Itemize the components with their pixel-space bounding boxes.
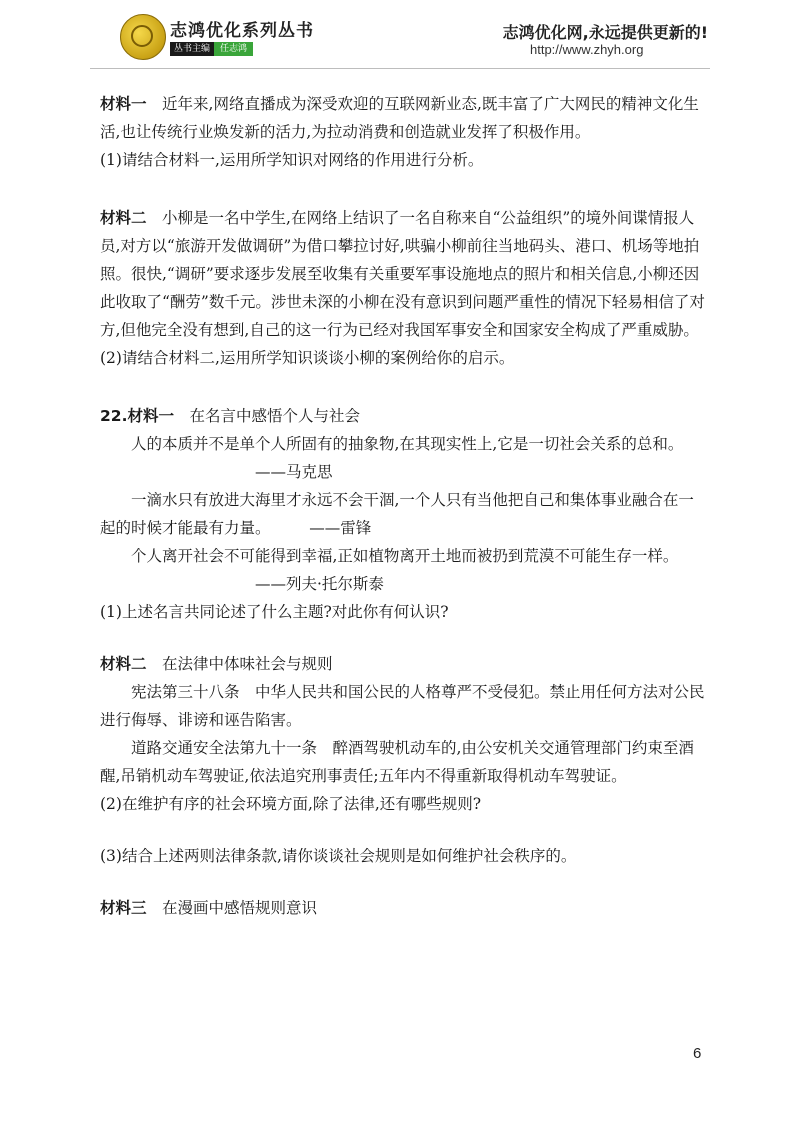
q22-m1-label: 材料一 — [127, 407, 174, 425]
q22-m3-heading — [100, 894, 705, 922]
q22-m2-heading — [100, 650, 705, 678]
editor-name: 任志鸿 — [214, 42, 253, 56]
page-header — [0, 0, 800, 78]
material2-question: (2)请结合材料二,运用所学知识谈谈小柳的案例给你的启示。 — [100, 349, 515, 367]
page-number: 6 — [693, 1045, 702, 1062]
material2-text: 小柳是一名中学生,在网络上结识了一名自称来自“公益组织”的境外间谍情报人员,对方以“旅游开发做调研”为借口攀拉讨好,哄骗小柳前往当地码头、港口、机场等地拍照。很快,“调研”要求逐步发展至收集有关重要军事设施地点的照片和相关信息,小柳还因此收取了“酬劳”数千元。涉世未深的小柳在没有意识到问题严重性的情况下轻易相信了对方,但他完全没有想到,自己的这一行为已经对我国军事安全和国家安全构成了严重威胁。 — [100, 209, 705, 339]
site-slogan: 志鸿优化网,永远提供更新的! — [502, 23, 708, 42]
quote-tolstoy: 个人离开社会不可能得到幸福,正如植物离开土地而被扔到荒漠不可能生存一样。 — [131, 547, 679, 565]
document-body — [100, 90, 705, 922]
editor-label: 丛书主编 — [170, 42, 214, 56]
q22-m2-title: 在法律中体味社会与规则 — [162, 655, 333, 673]
q22-heading — [100, 402, 705, 430]
site-url: http://www.zhyh.org — [530, 42, 644, 57]
q22-m3-title: 在漫画中感悟规则意识 — [162, 899, 318, 917]
q22-number: 22. — [100, 407, 128, 425]
material1-label: 材料一 — [100, 95, 147, 113]
q22-m2-label: 材料二 — [100, 655, 147, 673]
header-divider — [90, 68, 710, 69]
law-constitution-38: 宪法第三十八条 中华人民共和国公民的人格尊严不受侵犯。禁止用任何方法对公民进行侮辱、诽谤和诬告陷害。 — [100, 683, 705, 729]
material1-question: (1)请结合材料一,运用所学知识对网络的作用进行分析。 — [100, 151, 484, 169]
material1-text: 近年来,网络直播成为深受欢迎的互联网新业态,既丰富了广大网民的精神文化生活,也让传统行业焕发新的活力,为拉动消费和创造就业发挥了积极作用。 — [100, 95, 699, 141]
series-logo-icon — [120, 14, 166, 60]
q22-question3: (3)结合上述两则法律条款,请你谈谈社会规则是如何维护社会秩序的。 — [100, 847, 577, 865]
material2-paragraph — [100, 204, 705, 344]
q22-m3-label: 材料三 — [100, 899, 147, 917]
material1-paragraph — [100, 90, 705, 146]
series-title: 志鸿优化系列丛书 — [170, 21, 314, 41]
law-traffic-91: 道路交通安全法第九十一条 醉酒驾驶机动车的,由公安机关交通管理部门约束至酒醒,吊销机动车驾驶证,依法追究刑事责任;五年内不得重新取得机动车驾驶证。 — [100, 739, 694, 785]
quote-leifeng-source: ——雷锋 — [309, 519, 372, 537]
quote-leifeng: 一滴水只有放进大海里才永远不会干涸,一个人只有当他把自己和集体事业融合在一起的时候才能最有力量。 ——雷锋 — [100, 491, 694, 537]
quote-tolstoy-source: ——列夫·托尔斯泰 — [255, 575, 384, 593]
quote-marx: 人的本质并不是单个人所固有的抽象物,在其现实性上,它是一切社会关系的总和。 — [131, 435, 684, 453]
q22-question2: (2)在维护有序的社会环境方面,除了法律,还有哪些规则? — [100, 795, 482, 813]
quote-marx-source: ——马克思 — [255, 463, 333, 481]
material2-label: 材料二 — [100, 209, 147, 227]
q22-m1-title: 在名言中感悟个人与社会 — [189, 407, 361, 425]
editor-credit — [170, 42, 253, 56]
q22-question1: (1)上述名言共同论述了什么主题?对此你有何认识? — [100, 603, 449, 621]
